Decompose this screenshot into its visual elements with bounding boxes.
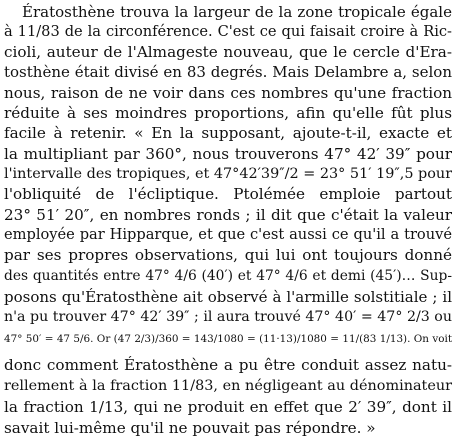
text-line: posons qu'Ératosthène ait observé à l'armille solstitiale ; il	[4, 288, 452, 306]
text-line: l'intervalle des tropiques, et 47°42′39″/2 = 23° 51′ 19″,5 pour	[4, 166, 452, 182]
text-line: 47° 50′ = 47 5/6. Or (47 2/3)/360 = 143/1080 = (11·13)/1080 = 11/(83 1/13). On voit	[4, 333, 452, 345]
text-line: tosthène était divisé en 83 degrés. Mais Delambre a, selon	[4, 63, 452, 81]
text-line: la multipliant par 360°, nous trouverons 47° 42′ 39″ pour	[4, 145, 452, 163]
text-line: des quantités entre 47° 4/6 (40′) et 47° 4/6 et demi (45′)… Sup-	[4, 268, 452, 284]
text-line: cioli, auteur de l'Almageste nouveau, que le cercle d'Era-	[4, 43, 452, 61]
text-line: donc comment Ératosthène a pu être conduit assez natu-	[4, 356, 452, 374]
text-line: employée par Hipparque, et que c'est aussi ce qu'il a trouvé	[4, 226, 452, 243]
text-line: nous, raison de ne voir dans ces nombres qu'une fraction	[4, 84, 452, 102]
text-line: la fraction 1/13, qui ne produit en effet que 2′ 39″, dont il	[4, 398, 452, 416]
text-line: Ératosthène trouva la largeur de la zone tropicale égale	[22, 3, 452, 21]
text-line: rellement à la fraction 11/83, en négligeant au dénominateur	[4, 378, 452, 394]
text-line: n'a pu trouver 47° 42′ 39″ ; il aura trouvé 47° 40′ = 47° 2/3 ou	[4, 309, 452, 325]
text-line: facile à retenir. « En la supposant, ajoute-t-il, exacte et	[4, 124, 452, 142]
text-line: l'obliquité de l'écliptique. Ptolémée emploie partout	[4, 185, 452, 203]
text-line: savait lui-même qu'il ne pouvait pas répondre. »	[4, 419, 376, 437]
text-line: par ses propres observations, qui lui ont toujours donné	[4, 246, 452, 264]
text-line: à 11/83 de la circonférence. C'est ce qui faisait croire à Ric-	[4, 23, 452, 40]
text-line: réduite à ses moindres proportions, afin qu'elle fût plus	[4, 104, 452, 122]
text-line: 23° 51′ 20″, en nombres ronds ; il dit que c'était la valeur	[4, 206, 452, 224]
